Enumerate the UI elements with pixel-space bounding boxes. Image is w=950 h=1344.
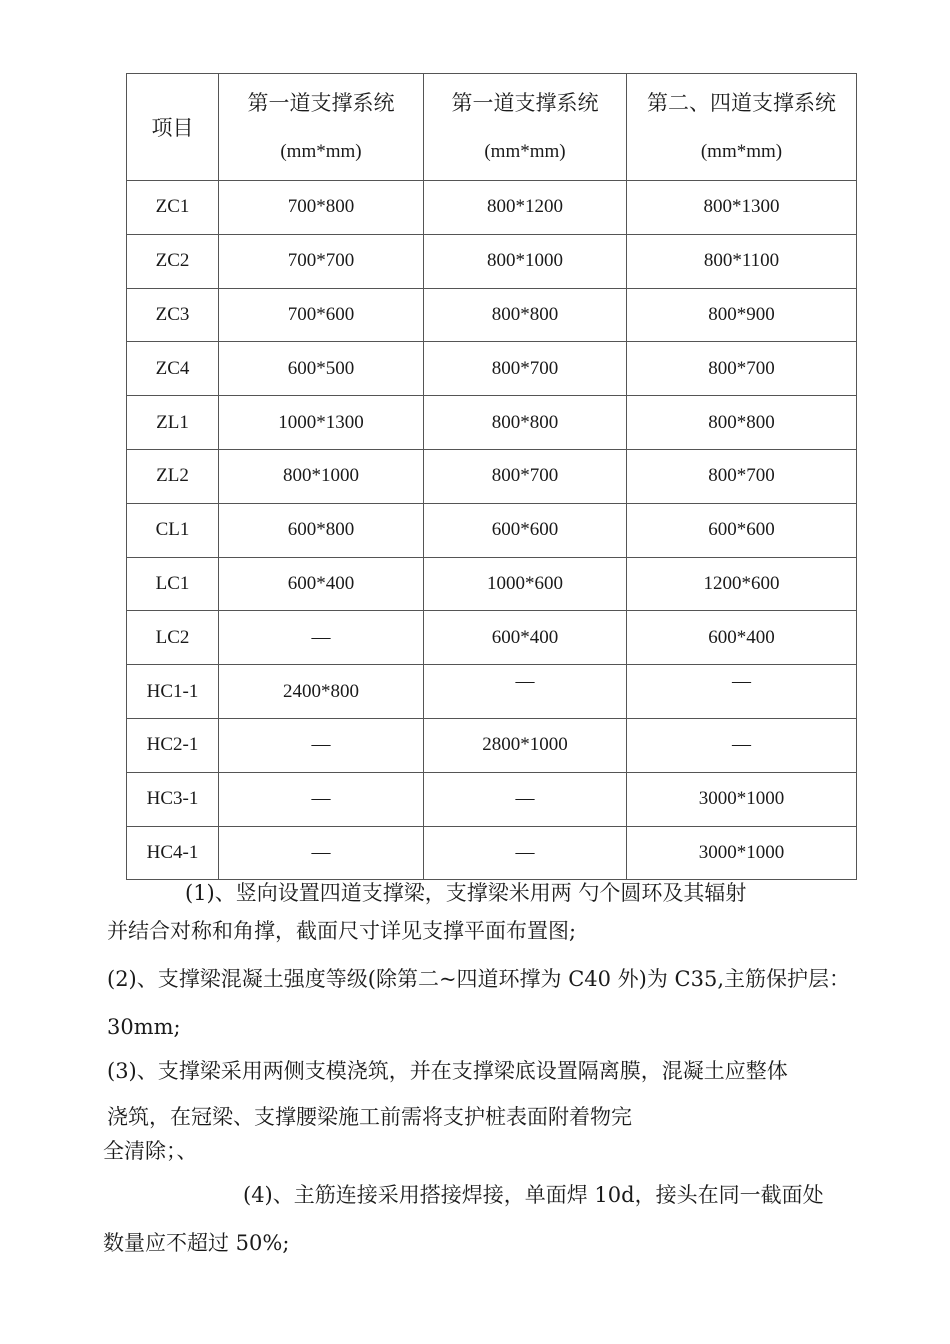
note-3-line-2: 浇筑，在冠梁、支撑腰梁施工前需将支护桩表面附着物完 <box>107 1105 632 1129</box>
table-cell: 700*600 <box>219 288 424 342</box>
table-cell: 800*1300 <box>627 181 857 235</box>
table-cell: 1200*600 <box>627 557 857 611</box>
table-cell: 800*700 <box>627 342 857 396</box>
table-cell: 3000*1000 <box>627 772 857 826</box>
note-4-line-1: (4)、主筋连接采用搭接焊接，单面焊 10d，接头在同一截面处 <box>243 1183 824 1207</box>
table-cell: 3000*1000 <box>627 826 857 880</box>
note-4-line-2: 数量应不超过 50%; <box>103 1231 290 1255</box>
table-cell: ZL1 <box>127 396 219 450</box>
table-cell: — <box>219 772 424 826</box>
table-cell: HC1-1 <box>127 665 219 719</box>
table-cell: 2800*1000 <box>424 718 627 772</box>
table-row <box>127 826 857 880</box>
table-cell: — <box>424 826 627 880</box>
header-item-label: 项目 <box>151 116 194 140</box>
header-name: 第二、四道支撑系统 <box>647 91 836 115</box>
note-2-line-2: 30mm; <box>107 1015 181 1039</box>
table-cell: — <box>424 772 627 826</box>
table-cell: HC3-1 <box>127 772 219 826</box>
header-unit: (mm*mm) <box>700 141 783 162</box>
table-cell: 800*900 <box>627 288 857 342</box>
header-unit: (mm*mm) <box>484 141 566 162</box>
table-cell: 700*700 <box>219 234 424 288</box>
table-row <box>127 288 857 342</box>
table-cell: — <box>219 718 424 772</box>
table-row <box>127 557 857 611</box>
table-row <box>127 396 857 450</box>
table-cell: 700*800 <box>219 181 424 235</box>
table-cell: — <box>424 665 627 719</box>
header-system-2 <box>424 74 627 181</box>
table-row <box>127 342 857 396</box>
note-1-line-1: (1)、竖向设置四道支撑梁，支撑梁米用两 勺个圆环及其辐射 <box>185 881 747 905</box>
note-3-line-1: (3)、支撑梁采用两侧支模浇筑，并在支撑梁底设置隔离膜，混凝土应整体 <box>107 1059 788 1083</box>
table-row <box>127 449 857 503</box>
table-cell: 2400*800 <box>219 665 424 719</box>
table-cell: — <box>627 665 857 719</box>
table-cell: HC2-1 <box>127 718 219 772</box>
table-cell: — <box>219 826 424 880</box>
table-cell: LC1 <box>127 557 219 611</box>
table-cell: ZC4 <box>127 342 219 396</box>
table-cell: 800*1000 <box>219 449 424 503</box>
table-cell: — <box>219 611 424 665</box>
header-system-1 <box>219 74 424 181</box>
table-cell: 800*1000 <box>424 234 627 288</box>
table-cell: 800*1100 <box>627 234 857 288</box>
table-row <box>127 503 857 557</box>
note-3-line-3: 全清除；、 <box>103 1139 198 1163</box>
table-cell: 800*700 <box>627 449 857 503</box>
table-cell: 800*700 <box>424 342 627 396</box>
table-cell: CL1 <box>127 503 219 557</box>
table-cell: 800*800 <box>424 396 627 450</box>
table-cell: 1000*600 <box>424 557 627 611</box>
table-header-row <box>127 74 857 181</box>
table-row <box>127 181 857 235</box>
table-cell: LC2 <box>127 611 219 665</box>
table-row <box>127 772 857 826</box>
table-cell: 800*1200 <box>424 181 627 235</box>
note-1-line-2: 并结合对称和角撑，截面尺寸详见支撑平面布置图; <box>107 919 577 943</box>
table-cell: HC4-1 <box>127 826 219 880</box>
table-cell: ZC1 <box>127 181 219 235</box>
table-cell: 600*400 <box>219 557 424 611</box>
table-cell: 800*800 <box>627 396 857 450</box>
table-row <box>127 234 857 288</box>
table-cell: 600*400 <box>627 611 857 665</box>
header-name: 第一道支撑系统 <box>451 91 599 115</box>
table-row <box>127 718 857 772</box>
table-cell: 600*400 <box>424 611 627 665</box>
header-system-3 <box>627 74 857 181</box>
table-cell: 600*800 <box>219 503 424 557</box>
table-cell: 600*600 <box>627 503 857 557</box>
table-cell: — <box>627 718 857 772</box>
table-cell: 800*700 <box>424 449 627 503</box>
table-row <box>127 611 857 665</box>
table-cell: ZL2 <box>127 449 219 503</box>
header-unit: (mm*mm) <box>280 141 362 162</box>
header-item <box>127 74 219 181</box>
table-row <box>127 665 857 719</box>
table-cell: 800*800 <box>424 288 627 342</box>
table-cell: ZC2 <box>127 234 219 288</box>
support-size-table <box>126 73 857 880</box>
note-2-line-1: (2)、支撑梁混凝土强度等级(除第二~四道环撑为 C40 外)为 C35,主筋保护层： <box>107 967 851 991</box>
table-cell: 600*500 <box>219 342 424 396</box>
header-name: 第一道支撑系统 <box>247 91 395 115</box>
table-cell: 1000*1300 <box>219 396 424 450</box>
table-cell: 600*600 <box>424 503 627 557</box>
table-cell: ZC3 <box>127 288 219 342</box>
